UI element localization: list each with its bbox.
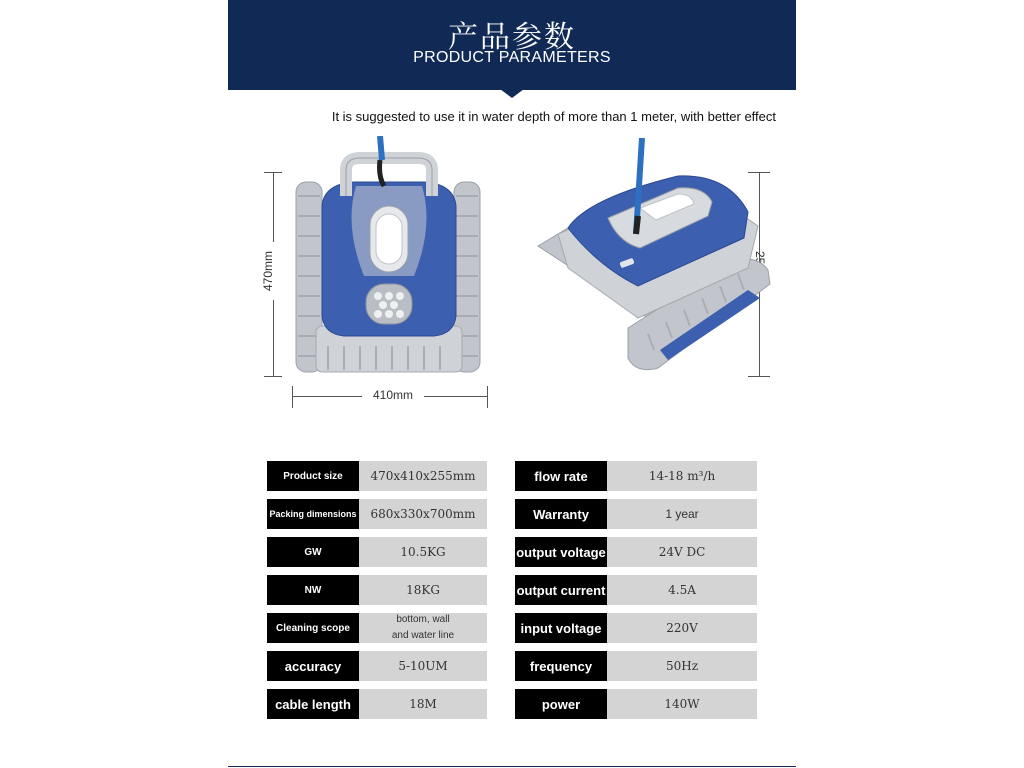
usage-note: It is suggested to use it in water depth of more than 1 meter, with better effect [331,109,776,124]
spec-label: Cleaning scope [267,613,359,643]
spec-row [515,613,757,643]
spec-value: 50Hz [607,651,757,681]
product-parameters-page [228,0,796,768]
header-banner [228,0,796,100]
spec-label: power [515,689,607,719]
spec-value: 24V DC [607,537,757,567]
spec-label: Product size [267,461,359,491]
spec-label: Packing dimensions [267,499,359,529]
spec-value: bottom, wall and water line [359,613,487,643]
page-title-chinese: 产品参数 [448,20,576,55]
banner-notch [500,89,524,98]
spec-label: GW [267,537,359,567]
spec-row [267,689,487,719]
spec-label: Warranty [515,499,607,529]
spec-value: 14-18 m³/h [607,461,757,491]
width-label: 410mm [372,388,413,402]
spec-value: 1 year [607,499,757,529]
spec-value: 10.5KG [359,537,487,567]
spec-row [515,575,757,605]
spec-value: 220V [607,613,757,643]
spec-value: 680x330x700mm [359,499,487,529]
spec-row [267,651,487,681]
spec-row [267,537,487,567]
spec-label: input voltage [515,613,607,643]
bottom-divider [228,766,796,767]
spec-value: 18KG [359,575,487,605]
spec-value: 18M [359,689,487,719]
spec-row [515,461,757,491]
spec-label: accuracy [267,651,359,681]
spec-label: cable length [267,689,359,719]
spec-row [515,499,757,529]
spec-value: 5-10UM [359,651,487,681]
robot-side-view-image [528,138,778,378]
spec-label: frequency [515,651,607,681]
spec-label: flow rate [515,461,607,491]
spec-value: 140W [607,689,757,719]
spec-row [515,537,757,567]
spec-label: output voltage [515,537,607,567]
spec-row [267,499,487,529]
spec-row [267,613,487,643]
page-title-english: PRODUCT PARAMETERS [413,49,611,66]
height-label: 470mm [261,251,275,292]
spec-value: 4.5A [607,575,757,605]
spec-row [515,689,757,719]
spec-label: NW [267,575,359,605]
spec-row [267,575,487,605]
spec-row [267,461,487,491]
spec-value: 470x410x255mm [359,461,487,491]
robot-front-view-image [294,136,484,376]
spec-row [515,651,757,681]
spec-label: output current [515,575,607,605]
